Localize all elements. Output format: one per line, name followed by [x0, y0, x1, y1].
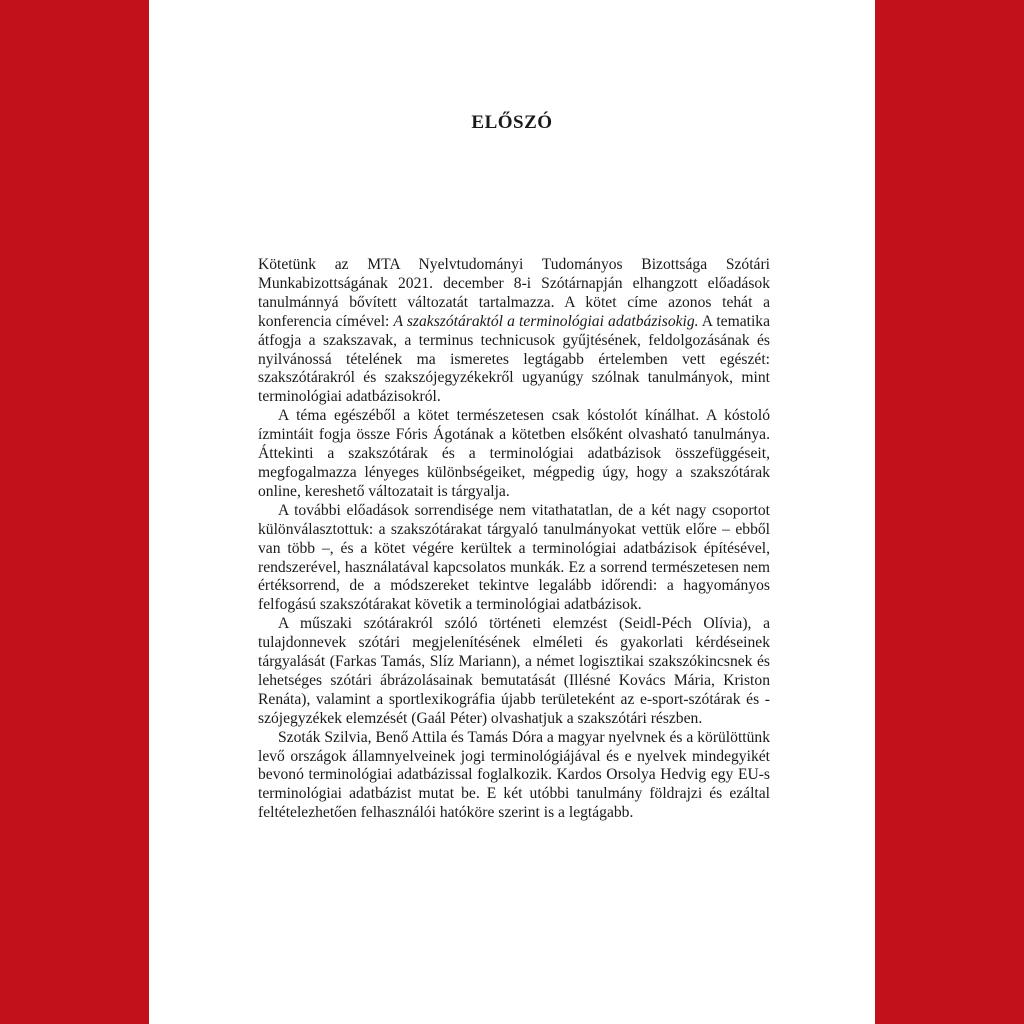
body-text [258, 256, 770, 823]
paragraph-5: Szoták Szilvia, Benő Attila és Tamás Dóra a magyar nyelvnek és a körülöttünk levő országok államnyelveinek jogi terminológiájával és e nyelvek mindegyikét bevonó terminológiai adatbázissal foglalkozik. Kardos Orsolya Hedvig egy EU-s terminológiai adatbázist mutat be. E két utóbbi tanulmány földrajzi és ezáltal feltételezhetően felhasználói hatóköre szerint is a legtágabb. [258, 728, 770, 822]
page-title: ELŐSZÓ [471, 112, 553, 133]
paragraph-1 [258, 256, 770, 407]
paragraph-3: A további előadások sorrendisége nem vitathatatlan, de a két nagy csoportot különválasztottuk: a szakszótárakat tárgyaló tanulmányokat vettük előre – ebből van több –, és a kötet végére kerültek a terminológiai adatbázisok építésével, rendszerével, használatával kapcsolatos munkák. Ez a sorrend természetesen nem értéksorrend, de a módszereket tekintve legalább időrendi: a hagyományos felfogású szakszótárakat követik a terminológiai adatbázisok. [258, 501, 770, 614]
book-page [149, 0, 875, 1024]
paragraph-1-text-b: A tematika átfogja a szakszavak, a terminus technicusok gyűjtésének, feldolgozásának és nyilvánossá tételének ma ismeretes legtágabb értelemben vett egészét: szakszótárakról és szakszójegyzékekről ugyanúgy szólnak tanulmányok, mint terminológiai adatbázisokról. [258, 312, 771, 406]
paragraph-2: A téma egészéből a kötet természetesen csak kóstolót kínálhat. A kóstoló ízmintáit fogja össze Fóris Ágotának a kötetben elsőként olvasható tanulmánya. Áttekinti a szakszótárak és a terminológiai adatbázisok összefüggéseit, megfogalmazza lényeges különbségeiket, mégpedig úgy, hogy a szakszótárak online, kereshető változatait is tárgyalja. [258, 407, 770, 500]
paragraph-1-text-a: Kötetünk az MTA Nyelvtudományi Tudományos Bizottsága Szótári Munkabizottságának 2021. december 8-i Szótárnapján elhangzott előadások tanulmánnyá bővített változatát tartalmazza. A kötet címe azonos tehát a konferencia címével: [258, 256, 770, 330]
book-title-italic: A szakszótáraktól a terminológiai adatbázisokig. [393, 312, 699, 330]
paragraph-4: A műszaki szótárakról szóló történeti elemzést (Seidl-Péch Olívia), a tulajdonnevek szótári megjelenítésének elméleti és gyakorlati kérdéseinek tárgyalását (Farkas Tamás, Slíz Mariann), a német logisztikai szakszókincsnek és lehetséges szótári ábrázolásainak bemutatását (Illésné Kovács Mária, Kriston Renáta), valamint a sportlexikográfia újabb területeként az e-sport-szótárak és -szójegyzékek elemzését (Gaál Péter) olvashatjuk a szakszótári részben. [258, 615, 770, 727]
